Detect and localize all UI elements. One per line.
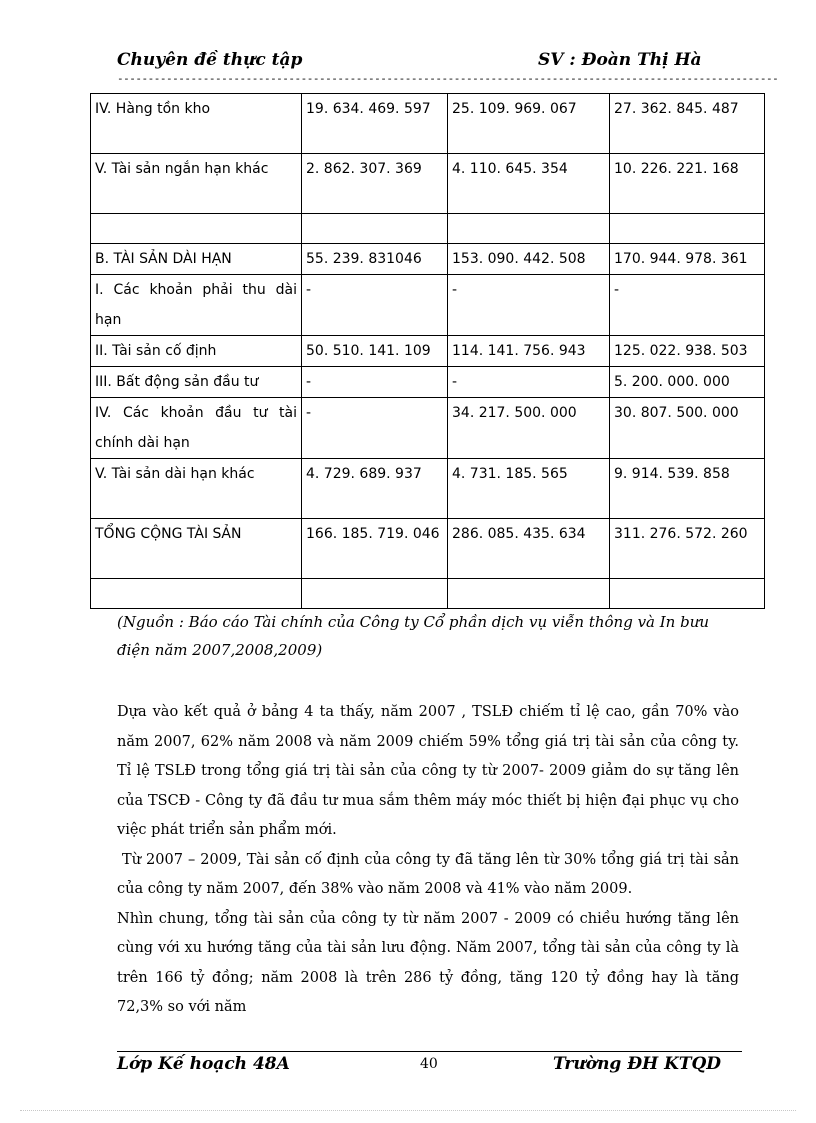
value-2008: 4. 110. 645. 354 bbox=[448, 154, 610, 214]
table-row bbox=[91, 459, 765, 519]
value-2007: - bbox=[302, 398, 448, 459]
table-row bbox=[91, 367, 765, 398]
table-row bbox=[91, 94, 765, 154]
footer-class: Lớp Kế hoạch 48A bbox=[117, 1054, 290, 1074]
row-label bbox=[91, 579, 302, 609]
value-2007: 55. 239. 831046 bbox=[302, 244, 448, 275]
row-label: IV. Hàng tồn kho bbox=[91, 94, 302, 154]
value-2009: 30. 807. 500. 000 bbox=[610, 398, 765, 459]
body-text bbox=[117, 698, 744, 1023]
value-2007 bbox=[302, 579, 448, 609]
row-label: III. Bất động sản đầu tư bbox=[91, 367, 302, 398]
value-2008: - bbox=[448, 275, 610, 336]
value-2009: 9. 914. 539. 858 bbox=[610, 459, 765, 519]
row-label: V. Tài sản ngắn hạn khác bbox=[91, 154, 302, 214]
value-2007: 19. 634. 469. 597 bbox=[302, 94, 448, 154]
header-dashed-rule: ------------------------------------------------------------------------------------------------------------ bbox=[117, 72, 779, 85]
table-row bbox=[91, 519, 765, 579]
row-label: IV. Các khoản đầu tư tài chính dài hạn bbox=[91, 398, 302, 459]
assets-table bbox=[90, 93, 765, 609]
value-2009: 10. 226. 221. 168 bbox=[610, 154, 765, 214]
value-2009: 170. 944. 978. 361 bbox=[610, 244, 765, 275]
value-2007 bbox=[302, 214, 448, 244]
table-row bbox=[91, 275, 765, 336]
table-row bbox=[91, 398, 765, 459]
value-2007: 2. 862. 307. 369 bbox=[302, 154, 448, 214]
footer-rule bbox=[117, 1051, 742, 1052]
table-row bbox=[91, 579, 765, 609]
header-author: SV : Đoàn Thị Hà bbox=[538, 50, 702, 70]
value-2008: 34. 217. 500. 000 bbox=[448, 398, 610, 459]
table-row bbox=[91, 214, 765, 244]
page-bottom-dotted-rule bbox=[20, 1110, 796, 1111]
table-row bbox=[91, 154, 765, 214]
value-2007: 166. 185. 719. 046 bbox=[302, 519, 448, 579]
row-label bbox=[91, 214, 302, 244]
value-2008 bbox=[448, 579, 610, 609]
value-2008: 4. 731. 185. 565 bbox=[448, 459, 610, 519]
value-2007: 4. 729. 689. 937 bbox=[302, 459, 448, 519]
value-2008: 286. 085. 435. 634 bbox=[448, 519, 610, 579]
value-2008 bbox=[448, 214, 610, 244]
value-2009: 125. 022. 938. 503 bbox=[610, 336, 765, 367]
paragraph: Dựa vào kết quả ở bảng 4 ta thấy, năm 2007 , TSLĐ chiếm tỉ lệ cao, gần 70% vào năm 2007, 62% năm 2008 và năm 2009 chiếm 59% tổng giá trị tài sản của công ty. Tỉ lệ TSLĐ trong tổng giá trị tài sản của công ty từ 2007- 2009 giảm do sự tăng lên của TSCĐ - Công ty đã đầu tư mua sắm thêm máy móc thiết bị hiện đại phục vụ cho việc phát triển sản phẩm mới. bbox=[117, 704, 739, 838]
footer-school: Trường ĐH KTQD bbox=[553, 1054, 722, 1074]
value-2009: - bbox=[610, 275, 765, 336]
value-2007: - bbox=[302, 367, 448, 398]
paragraph: Từ 2007 – 2009, Tài sản cố định của công ty đã tăng lên từ 30% tổng giá trị tài sản của công ty năm 2007, đến 38% vào năm 2008 và 41% vào năm 2009. bbox=[117, 851, 744, 897]
table-row bbox=[91, 244, 765, 275]
row-label: V. Tài sản dài hạn khác bbox=[91, 459, 302, 519]
value-2009 bbox=[610, 579, 765, 609]
value-2008: 25. 109. 969. 067 bbox=[448, 94, 610, 154]
row-label: II. Tài sản cố định bbox=[91, 336, 302, 367]
value-2007: 50. 510. 141. 109 bbox=[302, 336, 448, 367]
row-label: TỔNG CỘNG TÀI SẢN bbox=[91, 519, 302, 579]
value-2009 bbox=[610, 214, 765, 244]
row-label: B. TÀI SẢN DÀI HẠN bbox=[91, 244, 302, 275]
table-source-note: (Nguồn : Báo cáo Tài chính của Công ty Cổ phần dịch vụ viễn thông và In bưu điện năm 2007,2008,2009) bbox=[117, 613, 710, 659]
paragraph: Nhìn chung, tổng tài sản của công ty từ năm 2007 - 2009 có chiều hướng tăng lên cùng với xu hướng tăng của tài sản lưu động. Năm 2007, tổng tài sản của công ty là trên 166 tỷ đồng; năm 2008 là trên 286 tỷ đồng, tăng 120 tỷ đồng hay là tăng 72,3% so với năm bbox=[117, 910, 739, 1015]
row-label: I. Các khoản phải thu dài hạn bbox=[91, 275, 302, 336]
value-2008: - bbox=[448, 367, 610, 398]
value-2009: 5. 200. 000. 000 bbox=[610, 367, 765, 398]
value-2009: 27. 362. 845. 487 bbox=[610, 94, 765, 154]
value-2008: 114. 141. 756. 943 bbox=[448, 336, 610, 367]
value-2007: - bbox=[302, 275, 448, 336]
page-number: 40 bbox=[420, 1056, 438, 1072]
table-row bbox=[91, 336, 765, 367]
value-2009: 311. 276. 572. 260 bbox=[610, 519, 765, 579]
value-2008: 153. 090. 442. 508 bbox=[448, 244, 610, 275]
header-title: Chuyên đề thực tập bbox=[117, 50, 303, 70]
